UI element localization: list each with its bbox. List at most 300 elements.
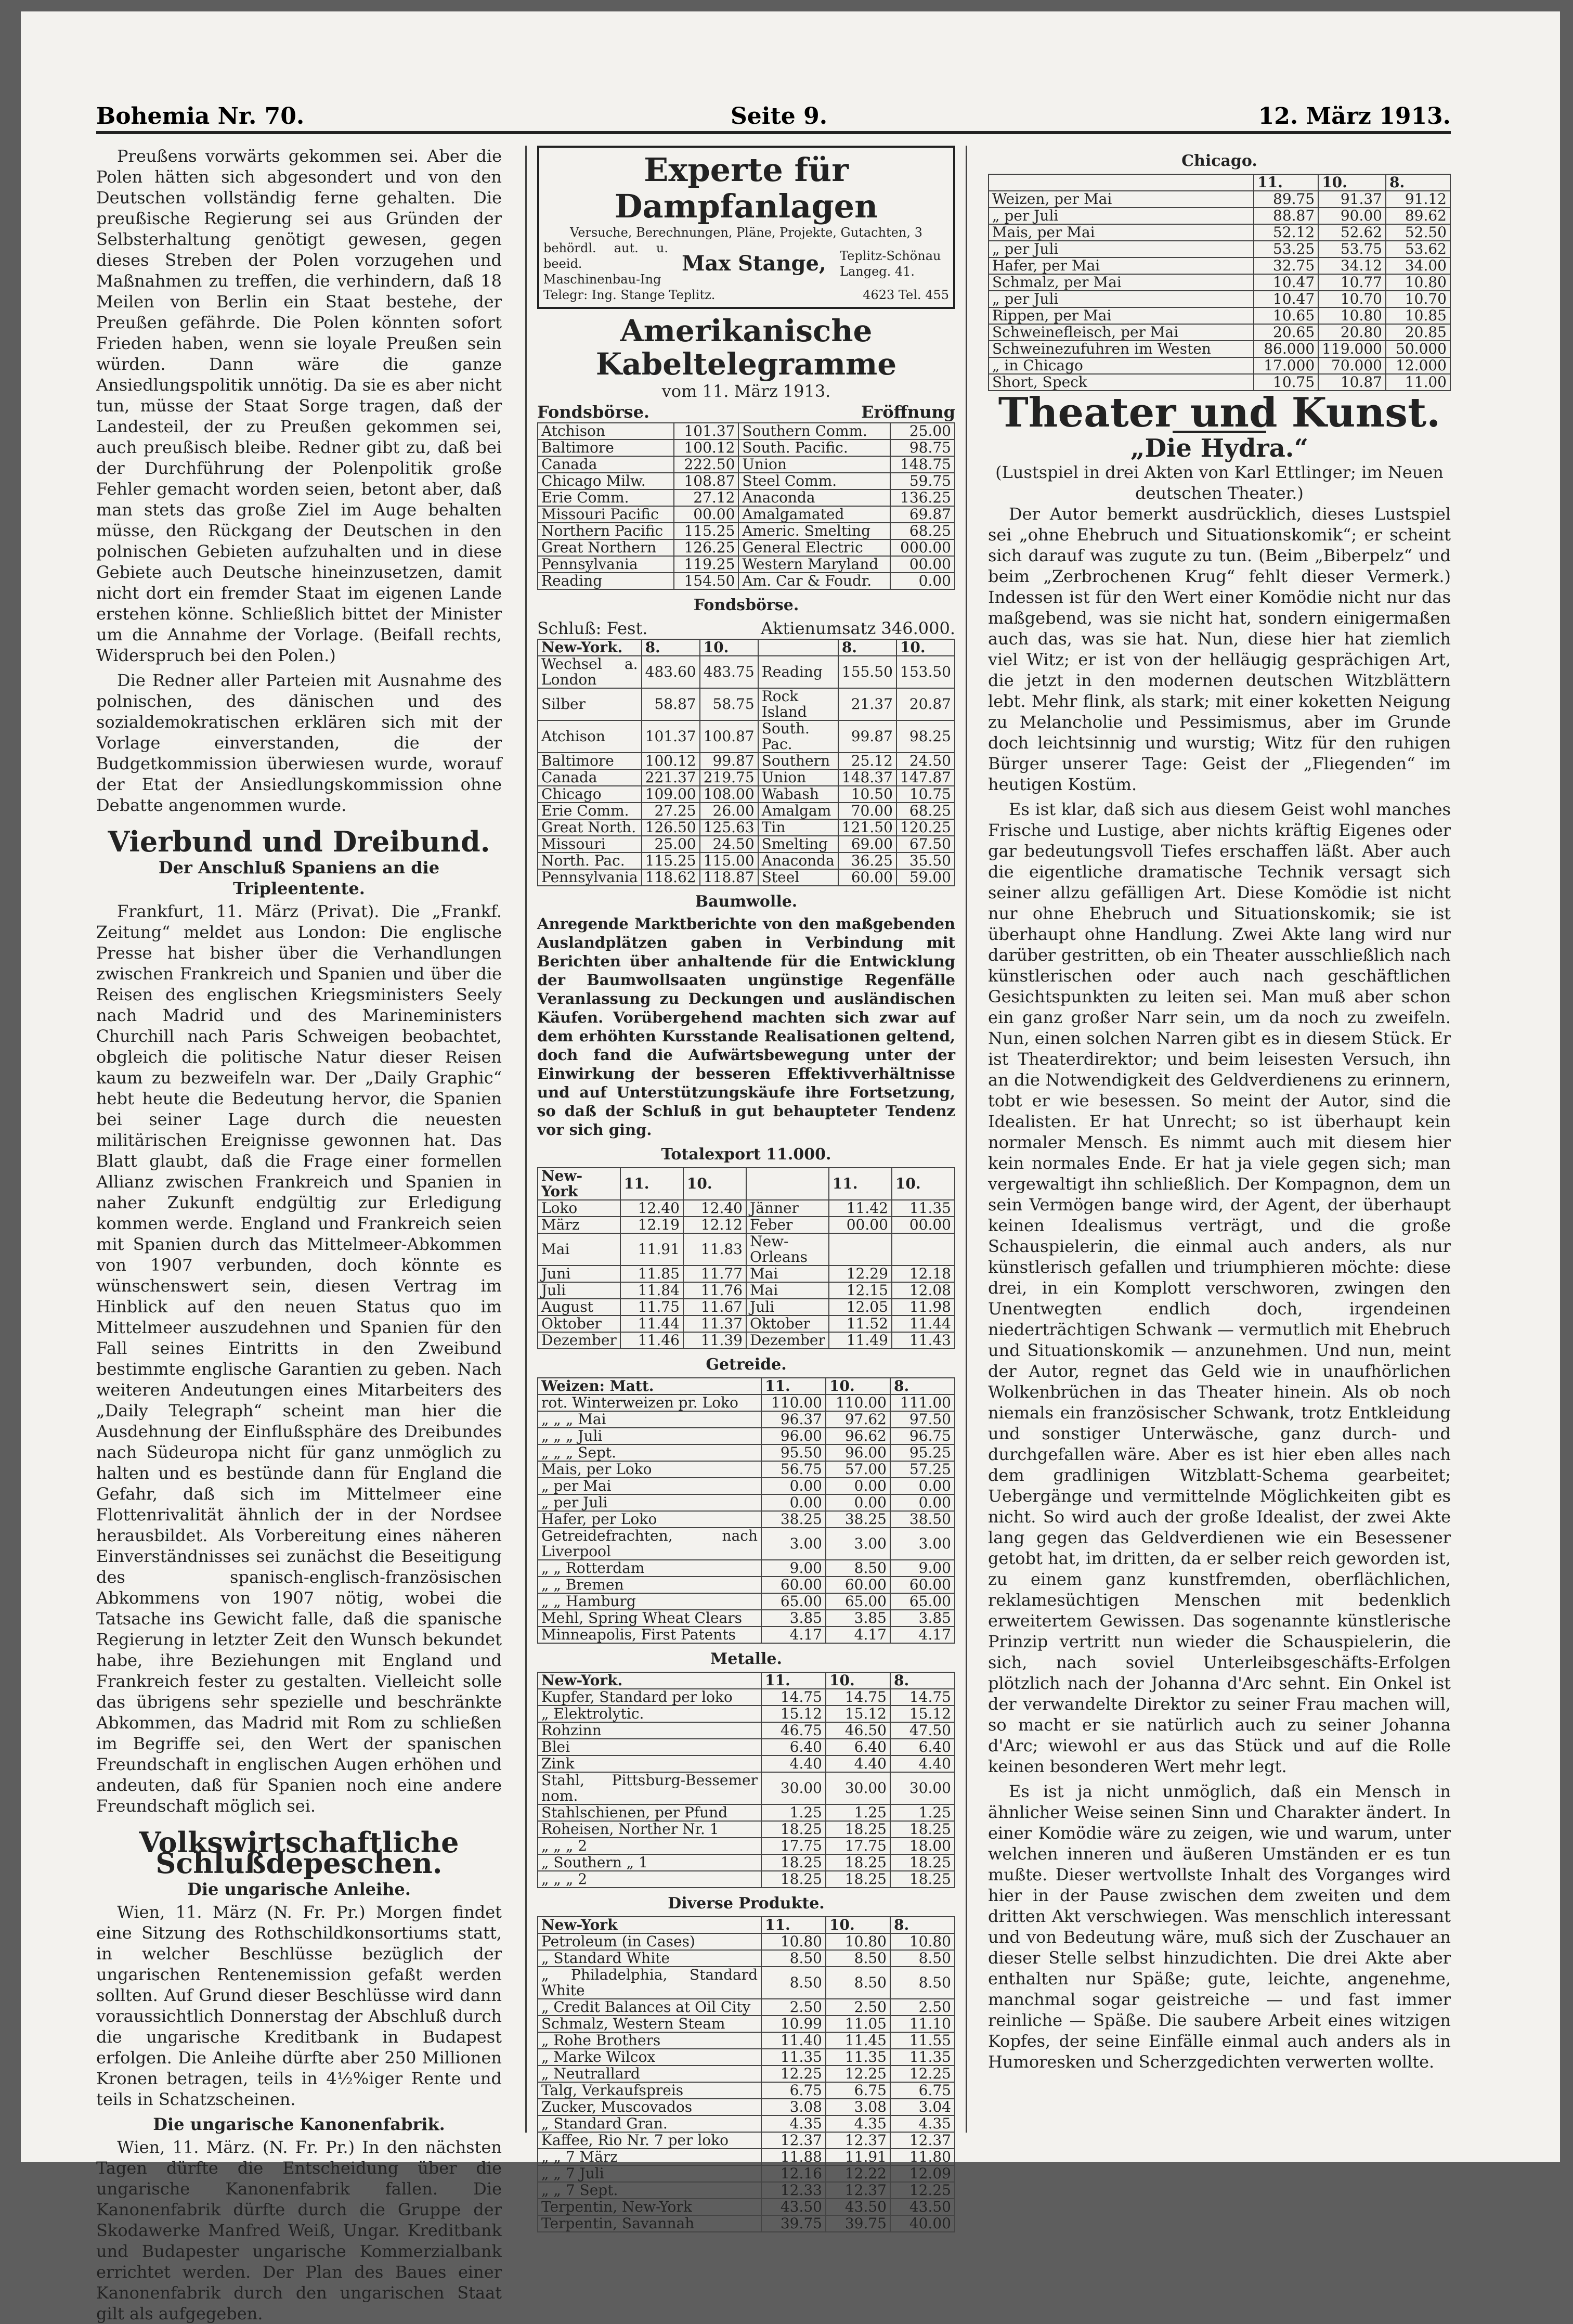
table-cell: 11.75 — [620, 1299, 683, 1315]
table-header-cell: 8. — [642, 639, 700, 656]
table-cell: „ „ 7 Sept. — [538, 2182, 761, 2199]
table-cell: 43.50 — [826, 2199, 890, 2215]
metalle-label: Metalle. — [710, 1650, 782, 1668]
baumwolle-label: Baumwolle. — [695, 893, 798, 911]
table-cell: Roheisen, Norther Nr. 1 — [538, 1821, 761, 1838]
table-cell: „ „ „ 2 — [538, 1838, 761, 1854]
kanonen-text — [96, 2137, 502, 2324]
table-cell: 111.00 — [890, 1395, 955, 1411]
table-cell: 12.08 — [892, 1282, 955, 1299]
table-cell: 3.00 — [761, 1528, 826, 1560]
table-cell: 10.70 — [1386, 291, 1450, 307]
table-cell: „ Southern „ 1 — [538, 1854, 761, 1871]
table-cell: 11.49 — [829, 1332, 892, 1349]
table-cell: Silber — [538, 688, 642, 720]
table-cell: Jänner — [746, 1200, 829, 1217]
table-row — [538, 1560, 955, 1577]
table-cell: 34.00 — [1386, 257, 1450, 274]
table-row — [989, 208, 1450, 224]
table-cell: „ Standard Gran. — [538, 2115, 761, 2132]
table-cell: 34.12 — [1318, 257, 1386, 274]
table-cell: 110.00 — [761, 1395, 826, 1411]
chicago-label: Chicago. — [1181, 152, 1257, 170]
table-cell: Mai — [538, 1233, 620, 1266]
table-row — [538, 753, 955, 769]
table-cell: 69.00 — [838, 836, 896, 853]
table-cell: 10.80 — [761, 1933, 826, 1950]
table-cell: 125.63 — [700, 819, 758, 836]
table-cell: Great North. — [538, 819, 642, 836]
table-cell: 15.12 — [890, 1706, 955, 1722]
paragraph: Preußens vorwärts gekommen sei. Aber die Polen hätten sich abgesondert und von den Deutschen vollständig ferne gehalten. Die preußische Regierung sei aus Gründen der Selbsterhaltung genötigt gewesen, gegen dieses Streben der Polen vorzugehen und Maßnahmen zu treffen, die verhindern, daß 18 Meilen von Berlin ein Staat bestehe, der Preußen gefährde. Die Polen könnten sofort Frieden haben, wenn sie loyale Preußen sein würden. Dann wäre die ganze Ansiedlungspolitik unnötig. Da sie es aber nicht tun, müsse der Staat Sorge tragen, daß der Landesteil, der zu Preußen gekommen sei, auch preußisch bleibe. Redner gibt zu, daß bei der Durchführung der Polenpolitik große Fehler gemacht worden seien, betont aber, daß man stets das große Ziel im Auge behalten müsse, den Rückgang der Deutschen in den polnischen Gebieten aufzuhalten und in diese Gebiete auch Deutsche hineinzusetzen, damit nicht dort ein fremder Staat im eigenen Lande erstehen könne. Schließlich bittet der Minister um die Annahme der Vorlage. (Beifall rechts, Widerspruch bei den Polen.) — [96, 146, 502, 665]
table-cell: 4.35 — [890, 2115, 955, 2132]
metalle-table — [537, 1672, 955, 1888]
table-cell: 18.25 — [826, 1821, 890, 1838]
table-cell: Baltimore — [538, 440, 674, 456]
table-cell: „ „ Bremen — [538, 1577, 761, 1593]
table-cell: Great Northern — [538, 539, 674, 556]
table-cell: 4.17 — [890, 1626, 955, 1643]
ad-line1: Versuche, Berechnungen, Pläne, Projekte, Gutachten, 3 — [570, 225, 922, 240]
table-cell: 95.25 — [890, 1444, 955, 1461]
table-header-cell: 8. — [890, 1917, 955, 1933]
ad-tel: 4623 Tel. 455 — [863, 288, 949, 302]
table-cell: Schweinezufuhren im Westen — [989, 341, 1254, 357]
table-cell: 0.00 — [826, 1478, 890, 1494]
table-cell: 26.00 — [700, 803, 758, 819]
table-row — [538, 1511, 955, 1528]
table-cell: 1.25 — [826, 1804, 890, 1821]
table-cell: 18.25 — [826, 1854, 890, 1871]
heading-hydra: „Die Hydra.“ — [1130, 434, 1309, 463]
table-cell: 18.25 — [761, 1871, 826, 1888]
paragraph: Es ist ja nicht unmöglich, daß ein Mensch in ähnlicher Weise seinen Sinn und Charakter ändert. In einer Komödie wäre zu zeigen, wie und warum, unter welchen inneren und äußeren Umständen er es tun mußte. Dieser wertvollste Inhalt des Vorganges wird hier in der Pause zwischen dem zweiten und dem dritten Akt verschwiegen. Was menschlich interessant und von Bedeutung wäre, muß sich der Zuschauer an dieser Stelle selbst hinzudichten. Die drei Akte aber enthalten nur Späße; gute, leichte, angenehme, manchmal sogar geistreiche — und fast immer reinliche — Späße. Die saubere Arbeit eines witzigen Kopfes, der seine Einfälle einmal auch anders als in Humoresken und Scherzgedichten verwerten wollte. — [988, 1781, 1451, 2072]
fonds-open: Eröffnung — [861, 402, 955, 422]
table-cell: „ „ „ Sept. — [538, 1444, 761, 1461]
table-row — [538, 2182, 955, 2199]
table-cell: 2.50 — [826, 1999, 890, 2016]
table-cell: 12.37 — [890, 2132, 955, 2149]
table-cell: Weizen, per Mai — [989, 191, 1254, 208]
table-cell: rot. Winterweizen pr. Loko — [538, 1395, 761, 1411]
table-cell: 15.12 — [826, 1706, 890, 1722]
table-row — [538, 1217, 955, 1233]
table-cell: 11.35 — [892, 1200, 955, 1217]
chicago-table — [988, 174, 1451, 391]
subheading-kanonen: Die ungarische Kanonenfabrik. — [153, 2114, 445, 2134]
table-cell: „ Neutrallard — [538, 2065, 761, 2082]
table-cell: Juli — [538, 1282, 620, 1299]
table-cell: 118.87 — [700, 869, 758, 886]
table-row — [989, 224, 1450, 241]
table-cell: 12.18 — [892, 1266, 955, 1282]
table-row — [538, 1706, 955, 1722]
table-row — [538, 803, 955, 819]
table-cell: Rock Island — [758, 688, 838, 720]
page-header — [96, 100, 1451, 134]
table-cell: 101.37 — [642, 720, 700, 753]
table-cell: 4.40 — [761, 1755, 826, 1772]
fonds2-info — [537, 618, 955, 639]
table-cell: 0.00 — [890, 1494, 955, 1511]
table-cell: Canada — [538, 456, 674, 473]
table-cell: 60.00 — [890, 1577, 955, 1593]
table-cell: 11.46 — [620, 1332, 683, 1349]
table-cell: 121.50 — [838, 819, 896, 836]
table-row — [538, 1626, 955, 1643]
table-cell: 12.33 — [761, 2182, 826, 2199]
table-row — [538, 1933, 955, 1950]
header-center: Seite 9. — [731, 103, 828, 130]
table-cell: „ per Juli — [538, 1494, 761, 1511]
table-row — [538, 2149, 955, 2165]
table-row — [538, 836, 955, 853]
table-cell: 39.75 — [761, 2215, 826, 2232]
table-cell: 11.91 — [826, 2149, 890, 2165]
table-cell: „ per Mai — [538, 1478, 761, 1494]
table-cell: 8.50 — [826, 1560, 890, 1577]
table-cell: Schmalz, Western Steam — [538, 2016, 761, 2032]
totalexport: Totalexport 11.000. — [661, 1145, 831, 1164]
table-header-row — [538, 1168, 955, 1200]
table-cell: General Electric — [738, 539, 890, 556]
table-cell: 10.75 — [1254, 374, 1318, 391]
table-cell: 11.88 — [761, 2149, 826, 2165]
table-cell: 17.75 — [826, 1838, 890, 1854]
table-cell: 11.77 — [683, 1266, 746, 1282]
paragraph: Es ist klar, daß sich aus diesem Geist wohl manches Frische und Lustige, aber nichts kräftig Eigenes oder gar bedeutungsvoll Tiefes erschaffen läßt. Aber auch die eigentliche dramatische Technik versagt sich seiner allzu gefälligen Art. Diese Komödie ist nicht nur ohne Ehebruch und Situationskomik; sie ist überhaupt ohne Handlung. Zwei Akte lang wird nur darüber gestritten, ob ein Theater ausschließlich nach künstlerischen oder auch nach geschäftlichen Gesichtspunkten zu leiten sei. Man muß aber schon ein ganz großer Narr sein, um da noch zu zweifeln. Nun, einen solchen Narren gibt es in diesem Stück. Er ist Theaterdirektor; und beim leisesten Versuch, ihn an die Notwendigkeit des Geldverdienens zu erinnern, tobt er wie besessen. So meint der Autor, sind die Idealisten. Er hat Unrecht; so ist überhaupt kein normaler Mensch. Es nimmt auch mit diesem hier kein normales Ende. Er hat ja viele gegen sich; man vergewaltigt ihn schließlich. Der Kompagnon, dem un sein Vermögen bange wird, der Agent, der überhaupt keinen Idealismus verträgt, und die große Schauspielerin, die einmal auch anders, als nur künstlerisch gefallen und triumphieren möchte: diese drei, in ein Komplott verschworen, zwingen den Unentwegten endlich doch, irgendeinen niederträchtigen Schwank — vermutlich mit Ehebruch und Situationskomik — anzunehmen. Und nun, meint der Autor, regnet das Geld wie in unaufhörlichen Wolkenbrüchen in das Theater hinein. Als ob noch niemals ein französischer Schwank, trotz Entkleidung und sonstiger Unterwäsche, ganz durch- und durchgefallen wäre. Aber es ist hier eben alles nach dem gradlinigen Witzblatt-Schema gearbeitet; Uebergänge und vermittelnde Möglichkeiten gibt es nicht. So wird auch der große Idealist, der zwei Akte lang gegen das Geldverdienen wie ein Besessener getobt hat, im dritten, da er selber reich geworden ist, zu einem ganz kunstfremden, oberflächlichen, reklamesüchtigen Menschen mit bedenklich erweitertem Gewissen. Das sogenannte künstlerische Prinzip vertritt nun wieder die Schauspielerin, die sich, nach soviel Unterleibsgeschäfts-Erfolgen plötzlich nach der Johanna d'Arc sehnt. Ein Onkel ist der verwandelte Direktor zu seiner Frau machen will, so macht er sie natürlich auch zu seiner Johanna d'Arc; wiewohl er aus das Stück und auf die Rolle keinen besonderen Wert mehr legt. — [988, 799, 1451, 1776]
cotton-table — [537, 1167, 955, 1349]
table-cell: Loko — [538, 1200, 620, 1217]
table-cell: 60.00 — [761, 1577, 826, 1593]
table-cell: „ „ 7 Juli — [538, 2165, 761, 2182]
table-cell: 17.75 — [761, 1838, 826, 1854]
table-header-cell: 10. — [1318, 174, 1386, 191]
table-cell: Petroleum (in Cases) — [538, 1933, 761, 1950]
diverse-label: Diverse Produkte. — [668, 1894, 825, 1913]
table-cell: 46.50 — [826, 1722, 890, 1739]
table-cell: 115.25 — [674, 523, 738, 539]
table-row — [538, 1999, 955, 2016]
table-cell: Getreidefrachten, nach Liverpool — [538, 1528, 761, 1560]
table-row — [538, 1478, 955, 1494]
table-cell: 3.85 — [761, 1610, 826, 1626]
table-cell: Wabash — [758, 786, 838, 803]
table-cell: März — [538, 1217, 620, 1233]
diverse-table — [537, 1916, 955, 2232]
table-cell: 108.87 — [674, 473, 738, 489]
table-row — [538, 1689, 955, 1706]
table-row — [538, 1755, 955, 1772]
table-cell: 0.00 — [890, 573, 955, 589]
table-row — [538, 2115, 955, 2132]
newspaper-page — [21, 11, 1560, 2323]
table-cell: 10.85 — [1386, 307, 1450, 324]
table-cell: 18.25 — [761, 1854, 826, 1871]
table-row — [538, 1610, 955, 1626]
table-cell: 11.35 — [761, 2049, 826, 2065]
table-cell: 8.50 — [761, 1967, 826, 1999]
table-cell: 100.12 — [674, 440, 738, 456]
table-row — [538, 1722, 955, 1739]
table-header-cell: 11. — [761, 1917, 826, 1933]
table-cell: 11.00 — [1386, 374, 1450, 391]
table-row — [538, 1967, 955, 1999]
table-cell: 12.37 — [826, 2132, 890, 2149]
table-cell: 12.40 — [683, 1200, 746, 1217]
table-cell: 97.62 — [826, 1411, 890, 1428]
table-cell: Blei — [538, 1739, 761, 1755]
table-row — [989, 357, 1450, 374]
table-cell: 68.25 — [896, 803, 955, 819]
table-cell: 120.25 — [896, 819, 955, 836]
table-header-cell: 11. — [761, 1672, 826, 1689]
table-cell: 25.12 — [838, 753, 896, 769]
table-cell: 99.87 — [700, 753, 758, 769]
ad-right: Teplitz-Schönau Langeg. 41. — [840, 249, 941, 279]
review-text — [988, 503, 1451, 2072]
table-cell: South. Pac. — [758, 720, 838, 753]
table-cell: 35.50 — [896, 853, 955, 869]
table-row — [538, 853, 955, 869]
table-cell: 43.50 — [890, 2199, 955, 2215]
table-cell: August — [538, 1299, 620, 1315]
table-row — [538, 869, 955, 886]
table-cell: 60.00 — [838, 869, 896, 886]
table-cell: 30.00 — [890, 1772, 955, 1804]
table-row — [989, 257, 1450, 274]
table-row — [538, 456, 955, 473]
table-cell: 58.75 — [700, 688, 758, 720]
table-header-cell: 11. — [620, 1168, 683, 1200]
table-cell: 27.12 — [674, 489, 738, 506]
table-row — [538, 1577, 955, 1593]
table-cell: 11.84 — [620, 1282, 683, 1299]
table-cell: 12.19 — [620, 1217, 683, 1233]
table-cell: 10.77 — [1318, 274, 1386, 291]
table-cell: „ Standard White — [538, 1950, 761, 1967]
table-row — [538, 2016, 955, 2032]
table-row — [989, 241, 1450, 257]
heading-vierbund: Vierbund und Dreibund. — [108, 825, 490, 858]
table-header-cell: 8. — [1386, 174, 1450, 191]
heading-volkswirtschaft: Volkswirtschaftliche Schlußdepeschen. — [139, 1826, 459, 1880]
table-cell: 148.75 — [890, 456, 955, 473]
table-cell: 38.25 — [826, 1511, 890, 1528]
table-header-cell: 11. — [829, 1168, 892, 1200]
table-cell: 11.76 — [683, 1282, 746, 1299]
table-cell: 20.80 — [1318, 324, 1386, 341]
table-cell: 50.000 — [1386, 341, 1450, 357]
table-header-cell: 10. — [683, 1168, 746, 1200]
table-cell: 154.50 — [674, 573, 738, 589]
table-cell: 91.37 — [1318, 191, 1386, 208]
table-cell: 12.25 — [761, 2065, 826, 2082]
table-row — [538, 1315, 955, 1332]
table-cell: 155.50 — [838, 656, 896, 688]
table-row — [538, 556, 955, 573]
table-row — [538, 688, 955, 720]
table-cell: 30.00 — [761, 1772, 826, 1804]
table-cell: Stahl, Pittsburg-Bessemer nom. — [538, 1772, 761, 1804]
table-cell: Zucker, Muscovados — [538, 2099, 761, 2115]
table-cell: „ Credit Balances at Oil City — [538, 1999, 761, 2016]
table-cell: 115.25 — [642, 853, 700, 869]
table-cell: Tin — [758, 819, 838, 836]
table-cell: 12.37 — [826, 2182, 890, 2199]
table-header-cell: 11. — [761, 1378, 826, 1395]
table-cell: 15.12 — [761, 1706, 826, 1722]
table-cell: „ „ Hamburg — [538, 1593, 761, 1610]
table-cell: Amalgam — [758, 803, 838, 819]
table-header-row — [989, 174, 1450, 191]
table-cell: Rippen, per Mai — [989, 307, 1254, 324]
table-cell: 8.50 — [890, 1967, 955, 1999]
table-cell: 11.55 — [890, 2032, 955, 2049]
table-cell: 6.40 — [761, 1739, 826, 1755]
table-cell: 36.25 — [838, 853, 896, 869]
table-cell: Zink — [538, 1755, 761, 1772]
table-cell: Minneapolis, First Patents — [538, 1626, 761, 1643]
table-cell: 18.25 — [890, 1871, 955, 1888]
table-cell: 12.25 — [826, 2065, 890, 2082]
table-cell: 1.25 — [761, 1804, 826, 1821]
table-cell: 0.00 — [761, 1494, 826, 1511]
table-cell: 6.75 — [890, 2082, 955, 2099]
table-row — [538, 1411, 955, 1428]
table-cell: Hafer, per Mai — [989, 257, 1254, 274]
table-cell: Terpentin, Savannah — [538, 2215, 761, 2232]
table-cell: 90.00 — [1318, 208, 1386, 224]
table-cell: 21.37 — [838, 688, 896, 720]
table-cell: 53.62 — [1386, 241, 1450, 257]
table-cell: 20.85 — [1386, 324, 1450, 341]
table-cell: 20.87 — [896, 688, 955, 720]
table-cell: North. Pac. — [538, 853, 642, 869]
table-row — [538, 573, 955, 589]
table-header-row — [538, 639, 955, 656]
ad-row — [543, 240, 949, 287]
table-cell: 10.65 — [1254, 307, 1318, 324]
table-cell: 65.00 — [761, 1593, 826, 1610]
table-cell: Mehl, Spring Wheat Clears — [538, 1610, 761, 1626]
table-cell: Wechsel a. London — [538, 656, 642, 688]
table-row — [538, 1395, 955, 1411]
table-row — [989, 307, 1450, 324]
table-header-row — [538, 1378, 955, 1395]
table-cell — [892, 1233, 955, 1266]
table-cell: 100.87 — [700, 720, 758, 753]
table-cell: Schmalz, per Mai — [989, 274, 1254, 291]
table-cell: 3.04 — [890, 2099, 955, 2115]
table-cell: Atchison — [538, 720, 642, 753]
table-cell: 12.37 — [761, 2132, 826, 2149]
table-cell: Americ. Smelting — [738, 523, 890, 539]
table-cell: 000.00 — [890, 539, 955, 556]
getreide-label: Getreide. — [706, 1355, 787, 1374]
table-cell: 483.60 — [642, 656, 700, 688]
table-cell: Mai — [746, 1282, 829, 1299]
table-cell: 11.52 — [829, 1315, 892, 1332]
table-cell: 11.43 — [892, 1332, 955, 1349]
table-cell: 8.50 — [761, 1950, 826, 1967]
table-cell: 153.50 — [896, 656, 955, 688]
table-cell: 4.40 — [826, 1755, 890, 1772]
table-cell: 11.05 — [826, 2016, 890, 2032]
table-cell: 12.000 — [1386, 357, 1450, 374]
table-cell: 10.47 — [1254, 274, 1318, 291]
table-cell: 57.00 — [826, 1461, 890, 1478]
kabeltelegramme-title: Amerikanische Kabeltelegramme — [595, 313, 897, 382]
table-cell: 4.17 — [761, 1626, 826, 1643]
table-row — [989, 291, 1450, 307]
table-cell: 0.00 — [890, 1478, 955, 1494]
table-cell: 10.80 — [826, 1933, 890, 1950]
table-cell: 10.50 — [838, 786, 896, 803]
table-cell: 109.00 — [642, 786, 700, 803]
table-row — [538, 1266, 955, 1282]
table-cell: 18.25 — [826, 1871, 890, 1888]
table-header-row — [538, 1672, 955, 1689]
table-row — [538, 819, 955, 836]
fonds2-label: Fondsbörse. — [693, 596, 799, 614]
table-cell: 115.00 — [700, 853, 758, 869]
table-cell: „ „ „ 2 — [538, 1871, 761, 1888]
table-row — [538, 2099, 955, 2115]
table-row — [538, 523, 955, 539]
table-cell: Reading — [758, 656, 838, 688]
table-cell: „ per Juli — [989, 208, 1254, 224]
table-cell: 53.25 — [1254, 241, 1318, 257]
table-row — [538, 1461, 955, 1478]
table-header-cell: 8. — [838, 639, 896, 656]
table-cell: Steel — [758, 869, 838, 886]
table-cell: 97.50 — [890, 1411, 955, 1428]
table-cell: Dezember — [538, 1332, 620, 1349]
table-row — [538, 1804, 955, 1821]
table-cell: 25.00 — [642, 836, 700, 853]
table-cell: 65.00 — [826, 1593, 890, 1610]
table-cell: „ per Juli — [989, 241, 1254, 257]
table-row — [538, 440, 955, 456]
table-row — [538, 2082, 955, 2099]
table-header-cell: New-York — [538, 1168, 620, 1200]
table-cell: 52.12 — [1254, 224, 1318, 241]
table-cell: Mais, per Mai — [989, 224, 1254, 241]
table-cell: 12.40 — [620, 1200, 683, 1217]
table-cell: 47.50 — [890, 1722, 955, 1739]
table-cell: Anaconda — [738, 489, 890, 506]
table-cell: 11.35 — [890, 2049, 955, 2065]
table-row — [538, 1282, 955, 1299]
table-cell: 18.25 — [761, 1821, 826, 1838]
table-cell: Am. Car & Foudr. — [738, 573, 890, 589]
table-row — [538, 423, 955, 440]
table-header-cell: 10. — [892, 1168, 955, 1200]
table-cell: 88.87 — [1254, 208, 1318, 224]
table-cell: 3.85 — [890, 1610, 955, 1626]
table-cell: 52.50 — [1386, 224, 1450, 241]
table-row — [538, 1428, 955, 1444]
table-cell: 9.00 — [890, 1560, 955, 1577]
table-cell: 1.25 — [890, 1804, 955, 1821]
table-cell: Feber — [746, 1217, 829, 1233]
table-cell: 8.50 — [826, 1967, 890, 1999]
table-cell: Short, Speck — [989, 374, 1254, 391]
table-cell: 00.00 — [892, 1217, 955, 1233]
table-cell: 0.00 — [761, 1478, 826, 1494]
column-markets — [525, 146, 967, 2232]
